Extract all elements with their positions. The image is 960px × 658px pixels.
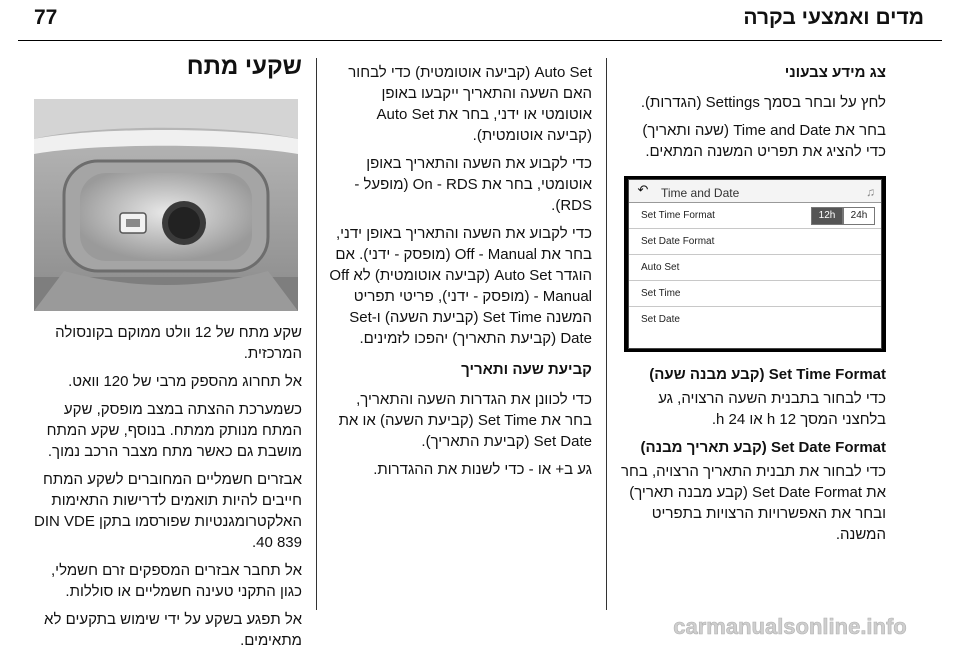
menu-row: Auto Set (629, 255, 881, 281)
power-outlet-photo (34, 99, 298, 311)
seg-24h: 24h (843, 207, 875, 225)
menu-row: Set Time Format 12h 24h (629, 203, 881, 229)
page-title: מדים ואמצעי בקרה (743, 6, 924, 29)
menu-row: Set Date (641, 314, 680, 325)
screen-title: Time and Date (661, 186, 740, 200)
paragraph: אבזרים חשמליים המחוברים לשקע המתח חייבים להיות תואמים לדרישות התאימות האלקטרומגנטיות שפורסמו בתקן DIN VDE 40 839. (34, 471, 302, 551)
section-heading: קביעת שעה ותאריך (461, 361, 592, 378)
paragraph: כדי לקבוע את השעה והתאריך באופן אוטומטי, בחר את On - RDS (מופעל - RDS). (354, 155, 592, 214)
page-number: 77 (34, 6, 58, 29)
paragraph: כדי לכוונן את הגדרות השעה והתאריך, בחר את Set Time (קביעת השעה) או את Set Date (קביעת התאריך). (338, 391, 592, 450)
screen-titlebar (629, 180, 881, 203)
menu-row: Set Time (629, 281, 881, 307)
column-divider (606, 58, 607, 610)
paragraph: כשמערכת ההצתה במצב מופסק, שקע המתח מנותק ממתח. בנוסף, שקע המתח מושבת גם כאשר מתח מצבר הרכב נמוך. (46, 401, 302, 460)
paragraph: שקע מתח של 12 וולט ממוקם בקונסולה המרכזית. (55, 324, 302, 362)
paragraph: כדי לבחור בתבנית השעה הרצויה, גע בלחצני המסך 12 h או 24 h. (658, 390, 886, 428)
paragraph: אל תחבר אבזרים המספקים זרם חשמלי, כגון התקני טעינה חשמליים או סוללות. (51, 562, 302, 600)
menu-row: Set Date Format (629, 229, 881, 255)
time-date-screen (628, 179, 882, 349)
column-middle (328, 62, 592, 487)
paragraph: לחץ על ובחר בסמך Settings (הגדרות). (640, 94, 886, 111)
watermark-logo (630, 612, 950, 640)
column-divider (316, 58, 317, 610)
paragraph: כדי לקבוע את השעה והתאריך באופן ידני, בחר את Off - Manual (מופסק - ידני). אם הוגדר Auto Set (קביעה אוטומטית) לא Off - Manual (מופסק - ידני), פריטי תפריט המשנה Set Time (קביעת השעה) ו-Set Date (קביעת התאריך) יהפכו לזמינים. (329, 225, 592, 347)
header-rule (18, 40, 942, 41)
column-left (30, 53, 302, 89)
paragraph: גע ב+ או - כדי לשנות את ההגדרות. (373, 461, 592, 478)
paragraph: אל תפגע בשקע על ידי שימוש בתקעים לא מתאימים. (44, 611, 302, 649)
svg-text:carmanualsonline.info: carmanualsonline.info (673, 614, 907, 639)
subheading: Set Date Format (קבע תאריך מבנה) (640, 439, 886, 456)
column-left-text (30, 322, 302, 658)
seg-12h: 12h (811, 207, 843, 225)
time-format-toggle (811, 207, 875, 225)
settings-screenshot (624, 176, 886, 352)
section-heading: שקעי מתח (186, 53, 302, 80)
paragraph: בחר את Time and Date (שעה ותאריך) כדי להציג את תפריט המשנה המתאים. (642, 122, 886, 160)
paragraph: Auto Set (קביעה אוטומטית) כדי לבחור האם השעה והתאריך ייקבעו באופן אוטומטי או ידני, בחר את Auto Set (קביעה אוטומטית). (348, 64, 592, 144)
paragraph: אל תחרוג מהספק מרבי של 120 וואט. (68, 373, 302, 390)
music-note-icon: ♫ (866, 185, 875, 199)
back-arrow-icon: ↶ (637, 182, 649, 197)
section-heading: צג מידע צבעוני (784, 64, 886, 81)
column-right (620, 62, 886, 552)
subheading: Set Time Format (קבע מבנה שעה) (649, 366, 886, 383)
paragraph: כדי לבחור את תבנית התאריך הרצויה, בחר את Set Date Format (קבע מבנה תאריך) ובחר את האפשרויות הרצויות בתפריט המשנה. (620, 463, 886, 543)
